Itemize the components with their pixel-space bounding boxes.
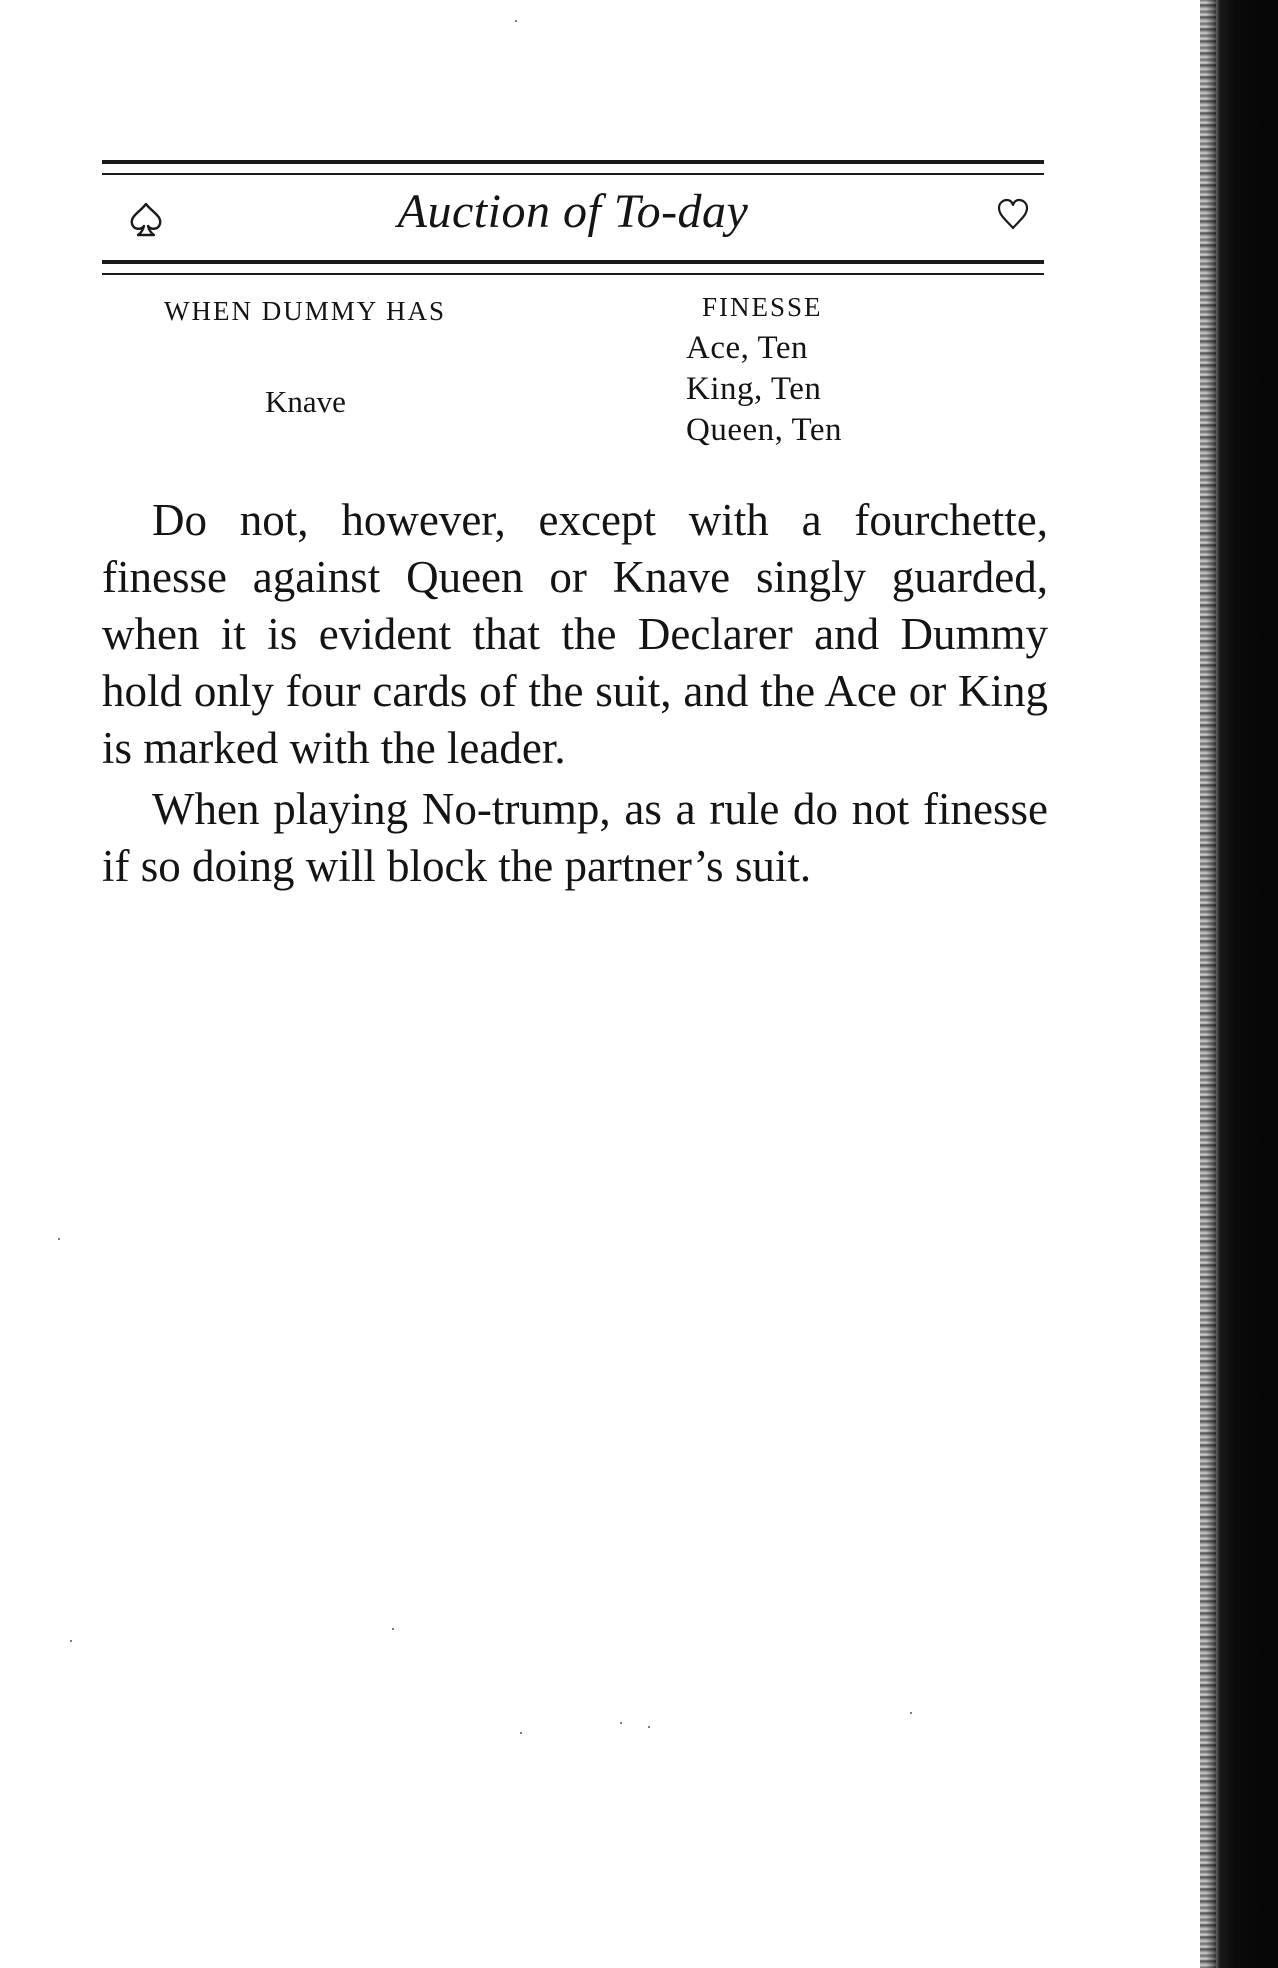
column-header-when-dummy-has: WHEN DUMMY HAS — [164, 296, 446, 326]
dummy-holding: Knave — [265, 384, 346, 419]
header-rule-top-thick — [102, 160, 1044, 164]
column-header-finesse: FINESSE — [702, 292, 823, 322]
header-rule-bottom-thin — [102, 273, 1044, 275]
heart-icon — [996, 198, 1030, 232]
scan-speck — [648, 1726, 650, 1728]
paragraph: When playing No-trump, as a rule do not finesse if so doing will block the partner’s suit. — [102, 784, 1048, 891]
scan-speck — [910, 1712, 912, 1714]
scan-dark-margin — [1206, 0, 1278, 1968]
header-rule-bottom-thick — [102, 260, 1044, 264]
finesse-table — [102, 290, 1044, 460]
body-text — [102, 492, 1048, 895]
paragraph: Do not, however, except with a fourchette, finesse against Queen or Knave singly guarded, when it is evident that the Declarer and Dummy hold only four cards of the suit, and the Ace or King is marked with the leader. — [102, 495, 1048, 773]
running-head — [102, 178, 1044, 256]
scan-speck — [58, 1238, 60, 1240]
scan-speck — [620, 1722, 622, 1724]
scan-page-edge — [1200, 0, 1216, 1968]
scan-speck — [520, 1732, 522, 1734]
scan-speck — [70, 1640, 72, 1642]
header-rule-top-thin — [102, 173, 1044, 175]
finesse-item: Ace, Ten — [686, 330, 809, 366]
finesse-item: Queen, Ten — [686, 412, 843, 448]
finesse-item: King, Ten — [686, 371, 822, 407]
finesse-list — [686, 328, 842, 451]
running-title: Auction of To-day — [397, 185, 749, 238]
scan-speck — [515, 20, 517, 22]
scan-speck — [392, 1628, 394, 1630]
